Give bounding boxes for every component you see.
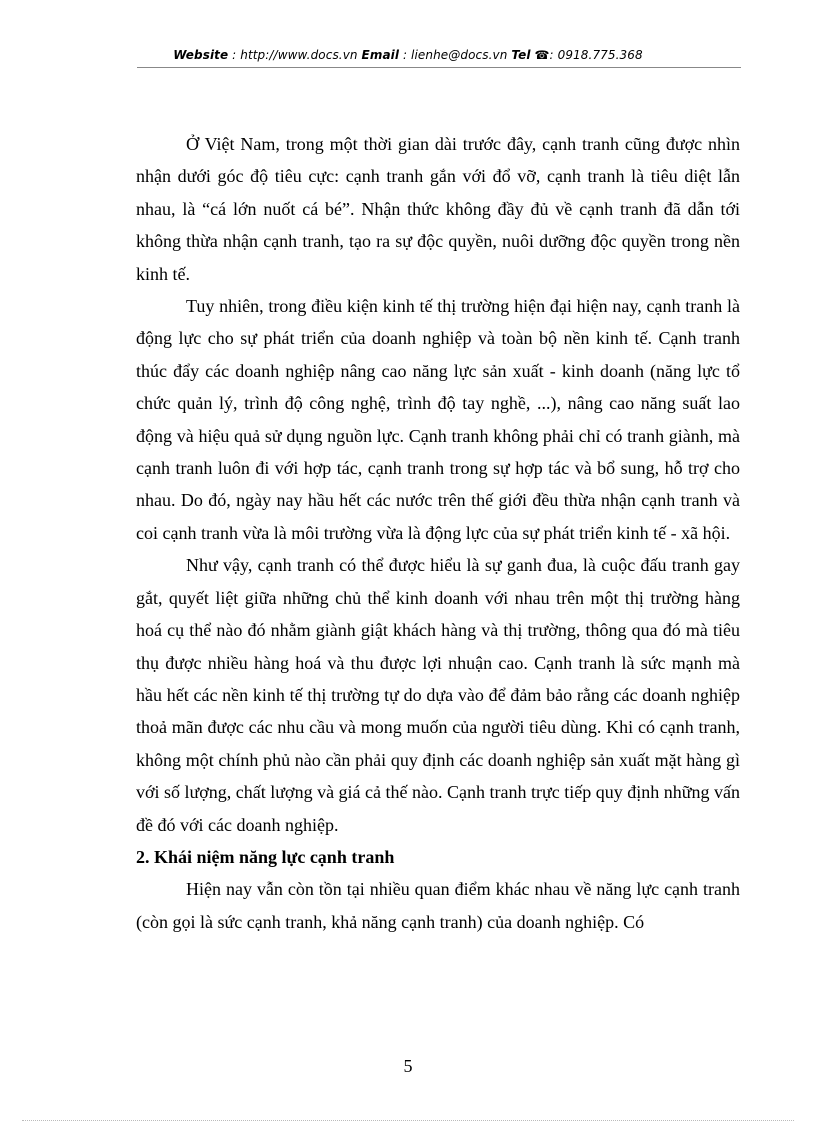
tel-label: Tel — [511, 48, 531, 62]
email-label: Email — [361, 48, 400, 62]
section-heading: 2. Khái niệm năng lực cạnh tranh — [136, 846, 395, 867]
body-paragraph: Hiện nay vẫn còn tồn tại nhiều quan điểm khác nhau về năng lực cạnh tranh (còn gọi là sức cạnh tranh, khả năng cạnh tranh) của doanh nghiệp. Có — [136, 879, 740, 932]
body-paragraph: Tuy nhiên, trong điều kiện kinh tế thị trường hiện đại hiện nay, cạnh tranh là động lực cho sự phát triển của doanh nghiệp và toàn bộ nền kinh tế. Cạnh tranh thúc đẩy các doanh nghiệp nâng cao năng lực sản xuất - kinh doanh (năng lực tổ chức quản lý, trình độ công nghệ, trình độ tay nghề, ...), nâng cao năng suất lao động và hiệu quả sử dụng nguồn lực. Cạnh tranh không phải chỉ có tranh giành, mà cạnh tranh luôn đi với hợp tác, cạnh tranh trong sự hợp tác và bổ sung, hỗ trợ cho nhau. Do đó, ngày nay hầu hết các nước trên thế giới đều thừa nhận cạnh tranh và coi cạnh tranh vừa là môi trường vừa là động lực của sự phát triển kinh tế - xã hội. — [136, 296, 740, 543]
page-number: 5 — [403, 1056, 413, 1076]
body-paragraph: Như vậy, cạnh tranh có thể được hiểu là sự ganh đua, là cuộc đấu tranh gay gắt, quyết liệt giữa những chủ thể kinh doanh với nhau trên một thị trường hàng hoá cụ thể nào đó nhằm giành giật khách hàng và thị trường, thông qua đó mà tiêu thụ được nhiều hàng hoá và thu được lợi nhuận cao. Cạnh tranh là sức mạnh mà hầu hết các nền kinh tế thị trường tự do dựa vào để đảm bảo rằng các doanh nghiệp thoả mãn được các nhu cầu và mong muốn của người tiêu dùng. Khi có cạnh tranh, không một chính phủ nào cần phải quy định các doanh nghiệp sản xuất mặt hàng gì với số lượng, chất lượng và giá cả thế nào. Cạnh tranh trực tiếp quy định những vấn đề đó với các doanh nghiệp. — [136, 555, 740, 835]
phone-icon: ☎ — [534, 48, 550, 62]
tel-value: : 0918.775.368 — [549, 48, 643, 62]
website-label: Website — [173, 48, 229, 62]
website-value: : http://www.docs.vn — [228, 48, 362, 62]
page-bottom-divider — [22, 1120, 794, 1121]
page-header — [0, 48, 816, 62]
header-divider — [137, 67, 741, 68]
document-body — [136, 128, 740, 938]
body-paragraph: Ở Việt Nam, trong một thời gian dài trước đây, cạnh tranh cũng được nhìn nhận dưới góc độ tiêu cực: cạnh tranh gắn với đổ vỡ, cạnh tranh là tiêu diệt lẫn nhau, là “cá lớn nuốt cá bé”. Nhận thức không đầy đủ về cạnh tranh đã dẫn tới không thừa nhận cạnh tranh, tạo ra sự độc quyền, nuôi dưỡng độc quyền trong nền kinh tế. — [136, 134, 740, 284]
email-value: : lienhe@docs.vn — [399, 48, 512, 62]
